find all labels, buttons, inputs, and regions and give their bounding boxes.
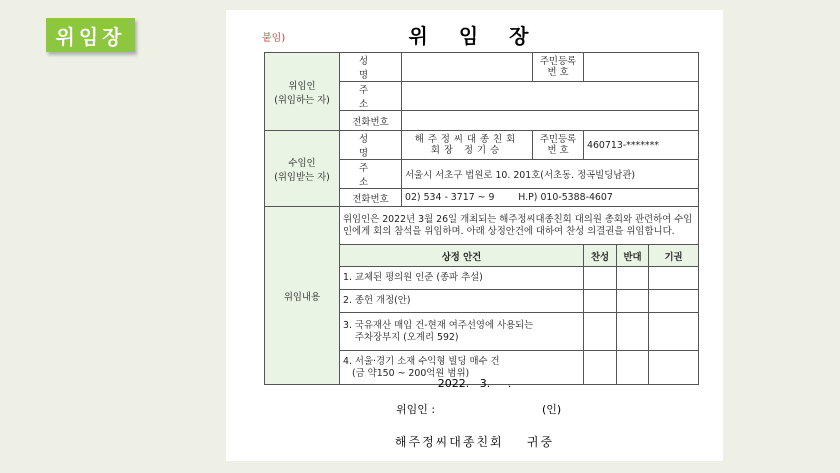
- addressee: 해주정씨대종친회 귀중: [394, 435, 555, 449]
- delegator-label: 위임인 (위임하는 자): [265, 53, 340, 131]
- delegate-phone-label: 전화번호: [340, 189, 402, 207]
- delegate-id-value: 460713-*******: [584, 131, 699, 160]
- content-label: 위임내용: [265, 207, 340, 385]
- abstain-header: 기권: [649, 245, 699, 267]
- vote-abstain-3[interactable]: [649, 313, 699, 351]
- delegate-phone-value: 02) 534 - 3717 ~ 9 H.P) 010-5388-4607: [402, 189, 699, 207]
- attachment-label: 붙임): [262, 33, 286, 44]
- delegate-address-label: 주 소: [340, 160, 402, 189]
- delegate-name-value: 해주정씨대종친회 회장 정기승: [402, 131, 533, 160]
- delegator-phone-label: 전화번호: [340, 111, 402, 131]
- delegator-name-field[interactable]: [402, 53, 533, 82]
- vote-against-1[interactable]: [617, 267, 649, 290]
- delegate-id-label: 주민등록 번 호: [533, 131, 584, 160]
- agenda-item-3: 3. 국유재산 매입 건-현재 여주선영에 사용되는 주차장부지 (오계리 592): [340, 313, 584, 351]
- delegate-address-value: 서울시 서초구 법원로 10. 201호(서초동. 정곡빌딩남관): [402, 160, 699, 189]
- form-table: [264, 52, 699, 385]
- delegator-phone-field[interactable]: [402, 111, 699, 131]
- vote-for-3[interactable]: [584, 313, 617, 351]
- document-date: [226, 377, 723, 390]
- vote-for-2[interactable]: [584, 290, 617, 313]
- delegate-label: 수임인 (위임받는 자): [265, 131, 340, 207]
- slide-title-badge: 위임장: [46, 18, 135, 52]
- vote-for-1[interactable]: [584, 267, 617, 290]
- agenda-item-2: 2. 종헌 개정(안): [340, 290, 584, 313]
- agenda-item-4: 4. 서울·경기 소재 수익형 빌딩 매수 건 (금 약150 ~ 200억원 범위): [340, 351, 584, 385]
- agenda-item-1: 1. 교체된 평의원 인준 (종파 추설): [340, 267, 584, 290]
- delegator-name-label: 성 명: [340, 53, 402, 82]
- date-text: 2022. 3. .: [437, 377, 512, 390]
- vote-against-2[interactable]: [617, 290, 649, 313]
- delegator-address-field[interactable]: [402, 82, 699, 111]
- document-title: 위 임 장: [408, 24, 541, 48]
- delegator-id-field[interactable]: [584, 53, 699, 82]
- vote-abstain-2[interactable]: [649, 290, 699, 313]
- vote-against-3[interactable]: [617, 313, 649, 351]
- delegator-id-label: 주민등록 번 호: [533, 53, 584, 82]
- agenda-header: 상정 안건: [340, 245, 584, 267]
- delegator-address-label: 주 소: [340, 82, 402, 111]
- content-text: 위임인은 2022년 3월 26일 개최되는 해주정씨대종친회 대의원 총회와 관련하여 수임인에게 회의 참석을 위임하며. 아래 상정안건에 대하여 찬성 의결권을 위임합니다.: [340, 207, 699, 245]
- against-header: 반대: [617, 245, 649, 267]
- power-of-attorney-document: [226, 10, 723, 461]
- for-header: 찬성: [584, 245, 617, 267]
- signer-label: 위임인 :: [396, 403, 436, 416]
- seal-label: (인): [542, 403, 562, 416]
- vote-abstain-1[interactable]: [649, 267, 699, 290]
- delegate-name-label: 성 명: [340, 131, 402, 160]
